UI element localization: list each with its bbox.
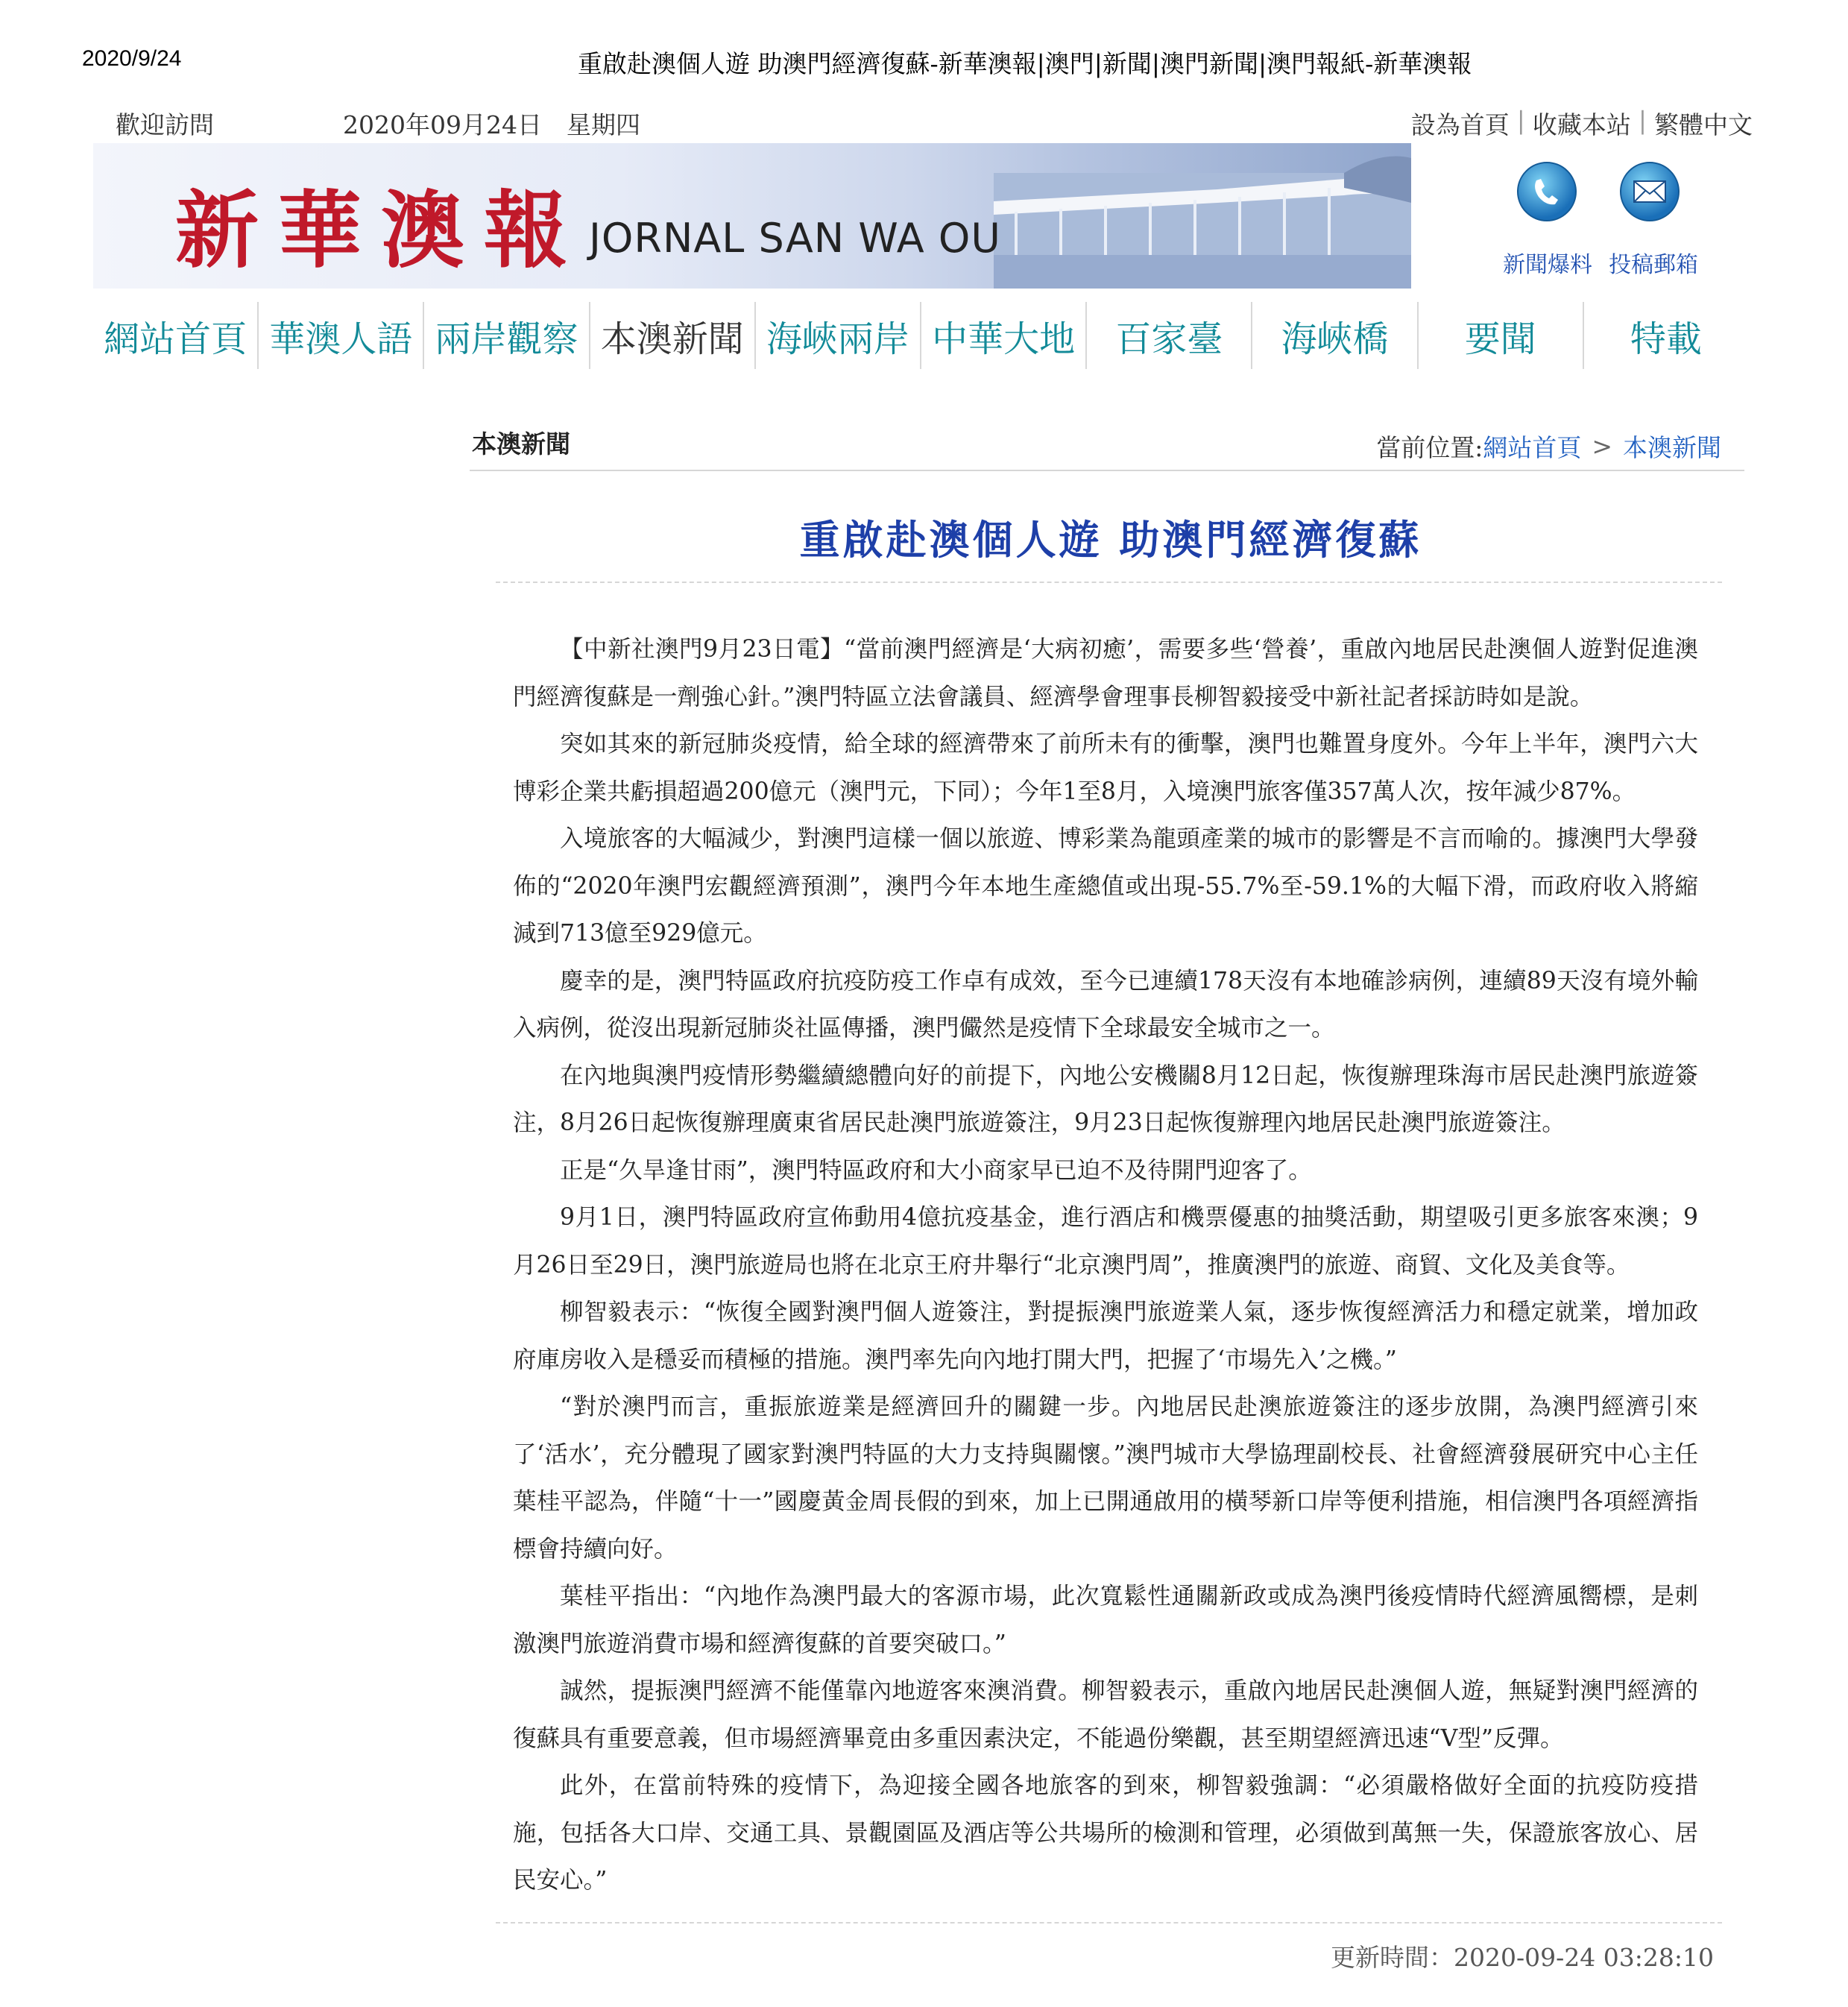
welcome-text: 歡迎訪問 bbox=[116, 110, 214, 139]
article-title: 重啟赴澳個人遊 助澳門經濟復蘇 bbox=[799, 516, 1422, 564]
nav-item-huaao-renyu[interactable]: 華澳人語 bbox=[259, 302, 424, 369]
divider bbox=[470, 470, 1744, 471]
logo-chinese: 新華澳報 bbox=[175, 182, 587, 280]
logo-english: JORNAL SAN WA OU bbox=[589, 215, 1001, 262]
masthead-banner[interactable] bbox=[93, 143, 1411, 289]
article-paragraph: 突如其來的新冠肺炎疫情，給全球的經濟帶來了前所未有的衝擊，澳門也難置身度外。今年上半年，澳門六大博彩企業共虧損超過200億元（澳門元，下同）；今年1至8月，入境澳門旅客僅357萬人次，按年減少87%。 bbox=[513, 731, 1698, 805]
nav-item-macau-news[interactable]: 本澳新聞 bbox=[590, 302, 756, 369]
separator: | bbox=[1516, 106, 1525, 135]
main-nav bbox=[93, 302, 1748, 369]
bridge-illustration bbox=[994, 143, 1411, 289]
breadcrumb-home[interactable]: 網站首頁 bbox=[1483, 433, 1582, 462]
nav-item-cross-strait-observation[interactable]: 兩岸觀察 bbox=[424, 302, 590, 369]
nav-item-baijiatai[interactable]: 百家臺 bbox=[1087, 302, 1252, 369]
article-paragraph: 【中新社澳門9月23日電】“當前澳門經濟是‘大病初癒’，需要多些‘營養’，重啟內地居民赴澳個人遊對促進澳門經濟復蘇是一劑強心針。”澳門特區立法會議員、經濟學會理事長柳智毅接受中新社記者採訪時如是說。 bbox=[513, 636, 1698, 711]
article-paragraph: 9月1日，澳門特區政府宣佈動用4億抗疫基金，進行酒店和機票優惠的抽獎活動，期望吸引更多旅客來澳；9月26日至29日，澳門旅遊局也將在北京王府井舉行“北京澳門周”，推廣澳門的旅遊、商貿、文化及美食等。 bbox=[513, 1204, 1698, 1279]
breadcrumb-macau-news[interactable]: 本澳新聞 bbox=[1623, 433, 1721, 462]
article-paragraph: 葉桂平指出：“內地作為澳門最大的客源市場，此次寬鬆性通關新政或成為澳門後疫情時代經濟風嚮標，是刺激澳門旅遊消費市場和經濟復蘇的首要突破口。” bbox=[513, 1583, 1698, 1657]
breadcrumb bbox=[1376, 429, 1721, 464]
article-paragraph: 慶幸的是，澳門特區政府抗疫防疫工作卓有成效，至今已連續178天沒有本地確診病例，連續89天沒有境外輸入病例，從沒出現新冠肺炎社區傳播，澳門儼然是疫情下全球最安全城市之一。 bbox=[513, 967, 1698, 1042]
nav-item-home[interactable]: 網站首頁 bbox=[93, 302, 259, 369]
article-paragraph: 柳智毅表示：“恢復全國對澳門個人遊簽注，對提振澳門旅遊業人氣，逐步恢復經濟活力和穩定就業，增加政府庫房收入是穩妥而積極的措施。澳門率先向內地打開大門，把握了‘市場先入’之機。” bbox=[513, 1299, 1698, 1373]
article-paragraph: 入境旅客的大幅減少，對澳門這樣一個以旅遊、博彩業為龍頭產業的城市的影響是不言而喻的。據澳門大學發佈的“2020年澳門宏觀經濟預測”，澳門今年本地生產總值或出現-55.7%至-59.1%的大幅下滑，而政府收入將縮減到713億至929億元。 bbox=[513, 825, 1698, 947]
chevron-right-icon: > bbox=[1592, 432, 1612, 461]
update-time: 更新時間：2020-09-24 03:28:10 bbox=[1331, 1943, 1714, 1972]
print-page-title: 重啟赴澳個人遊 助澳門經濟復蘇-新華澳報|澳門|新聞|澳門新聞|澳門報紙-新華澳報 bbox=[578, 49, 1472, 78]
nav-item-straits[interactable]: 海峽兩岸 bbox=[756, 302, 921, 369]
divider bbox=[496, 1922, 1722, 1923]
traditional-chinese-link[interactable]: 繁體中文 bbox=[1654, 110, 1753, 139]
nav-item-china[interactable]: 中華大地 bbox=[921, 302, 1087, 369]
article-paragraph: 在內地與澳門疫情形勢繼續總體向好的前提下，內地公安機關8月12日起，恢復辦理珠海市居民赴澳門旅遊簽注，8月26日起恢復辦理廣東省居民赴澳門旅遊簽注，9月23日起恢復辦理內地居民赴澳門旅遊簽注。 bbox=[513, 1062, 1698, 1136]
section-title: 本澳新聞 bbox=[472, 429, 570, 459]
news-tip-link[interactable]: 新聞爆料 bbox=[1503, 252, 1592, 278]
article-paragraph: “對於澳門而言，重振旅遊業是經濟回升的關鍵一步。內地居民赴澳旅遊簽注的逐步放開，為澳門經濟引來了‘活水’，充分體現了國家對澳門特區的大力支持與關懷。”澳門城市大學協理副校長、社會經濟發展研究中心主任葉桂平認為，伴隨“十一”國慶黃金周長假的到來，加上已開通啟用的橫琴新口岸等便利措施，相信澳門各項經濟指標會持續向好。 bbox=[513, 1393, 1698, 1563]
breadcrumb-prefix: 當前位置: bbox=[1376, 433, 1483, 462]
separator: | bbox=[1638, 106, 1647, 135]
divider bbox=[496, 582, 1722, 583]
bookmark-link[interactable]: 收藏本站 bbox=[1532, 110, 1631, 139]
top-links bbox=[1411, 106, 1753, 141]
article-body bbox=[513, 626, 1698, 1905]
nav-item-features[interactable]: 特載 bbox=[1630, 318, 1702, 360]
submit-mail-link[interactable]: 投稿郵箱 bbox=[1609, 252, 1698, 278]
set-homepage-link[interactable]: 設為首頁 bbox=[1410, 110, 1510, 139]
article-paragraph: 此外，在當前特殊的疫情下，為迎接全國各地旅客的到來，柳智毅強調：“必須嚴格做好全面的抗疫防疫措施，包括各大口岸、交通工具、景觀園區及酒店等公共場所的檢測和管理，必須做到萬無一失，保證旅客放心、居民安心。” bbox=[513, 1772, 1698, 1894]
envelope-icon[interactable] bbox=[1619, 161, 1680, 222]
nav-item-strait-bridge[interactable]: 海峽橋 bbox=[1252, 302, 1418, 369]
print-date: 2020/9/24 bbox=[82, 46, 182, 71]
nav-item-headlines[interactable]: 要聞 bbox=[1419, 302, 1584, 369]
article-paragraph: 誠然，提振澳門經濟不能僅靠內地遊客來澳消費。柳智毅表示，重啟內地居民赴澳個人遊，無疑對澳門經濟的復蘇具有重要意義，但市場經濟畢竟由多重因素決定，不能過份樂觀，甚至期望經濟迅速“V型”反彈。 bbox=[513, 1677, 1698, 1752]
phone-icon[interactable] bbox=[1516, 161, 1577, 222]
article-paragraph: 正是“久旱逢甘雨”，澳門特區政府和大小商家早已迫不及待開門迎客了。 bbox=[560, 1156, 1312, 1184]
current-date: 2020年09月24日 星期四 bbox=[343, 110, 640, 139]
